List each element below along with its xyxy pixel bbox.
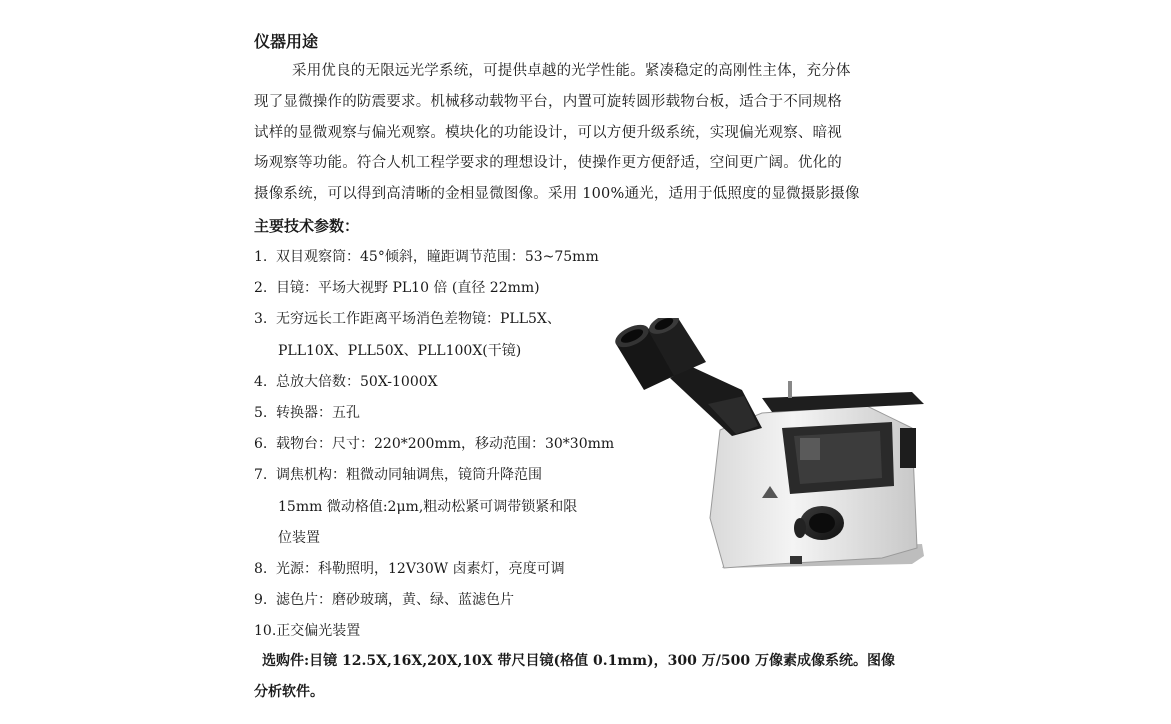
usage-line: 现了显微操作的防震要求。机械移动载物平台，内置可旋转圆形载物台板，适合于不同规格 [254,93,842,110]
optional-accessories [254,646,914,708]
spec-item-3 [254,304,614,366]
optional-line: 分析软件。 [254,684,324,700]
spec-number: 9. [254,592,268,609]
spec-item-1 [254,242,614,273]
spec-text: 双目观察筒：45°倾斜，瞳距调节范围：53~75mm [276,249,599,265]
optional-line: 选购件:目镜 12.5X,16X,20X,10X 带尺目镜(格值 0.1mm)，300 万/500 万像素成像系统。图像 [262,653,895,669]
usage-line: 试样的显微观察与偏光观察。模块化的功能设计，可以方便升级系统，实现偏光观察、暗视 [254,124,842,141]
spec-number: 1. [254,249,268,265]
spec-text: 光源：科勒照明，12V30W 卤素灯，亮度可调 [276,561,565,578]
spec-text: 无穷远长工作距离平场消色差物镜：PLL5X、 [276,311,561,328]
usage-line: 摄像系统，可以得到高清晰的金相显微图像。采用 100%通光，适用于低照度的显微摄影摄像 [254,186,860,203]
usage-paragraph [254,56,896,210]
spec-item-10 [254,616,614,647]
specs-heading: 主要技术参数： [254,217,360,235]
specs-list [254,242,614,648]
spec-text: 转换器：五孔 [276,405,360,422]
side-control [900,428,916,468]
spec-item-8 [254,554,614,585]
spec-number: 10. [254,623,277,640]
microscope-photo [612,318,924,586]
spec-number: 5. [254,405,268,422]
spec-text: 调焦机构：粗微动同轴调焦，镜筒升降范围 [276,467,542,484]
spec-item-7 [254,460,614,554]
spec-continuation: 位装置 [278,529,320,546]
spec-text: 总放大倍数：50X-1000X [276,373,438,390]
spec-item-4 [254,367,614,398]
spec-number: 8. [254,561,268,578]
spec-text: 滤色片：磨砂玻璃，黄、绿、蓝滤色片 [276,592,514,609]
spec-text: 载物台：尺寸：220*200mm，移动范围：30*30mm [276,436,615,453]
spec-number: 3. [254,311,268,328]
power-switch [790,556,802,564]
usage-heading: 仪器用途 [254,32,319,51]
stage-clip [788,381,792,398]
spec-item-5 [254,398,614,429]
spec-item-2 [254,273,614,304]
spec-text: 正交偏光装置 [276,623,361,640]
spec-text: 目镜：平场大视野 PL10 倍 (直径 22mm) [276,280,540,297]
spec-continuation: PLL10X、PLL50X、PLL100X(干镜) [278,342,522,359]
spec-number: 6. [254,436,268,453]
spec-item-6 [254,429,614,460]
spec-continuation: 15mm 微动格值:2μm,粗动松紧可调带锁紧和限 [278,498,578,515]
spec-number: 2. [254,280,268,297]
spec-number: 4. [254,373,268,390]
spec-number: 7. [254,467,268,484]
spec-item-9 [254,585,614,616]
usage-line: 采用优良的无限远光学系统，可提供卓越的光学性能。紧凑稳定的高刚性主体，充分体 [292,63,851,79]
objective-turret [800,438,820,460]
usage-line: 场观察等功能。符合人机工程学要求的理想设计，使操作更方便舒适，空间更广阔。优化的 [254,155,842,172]
